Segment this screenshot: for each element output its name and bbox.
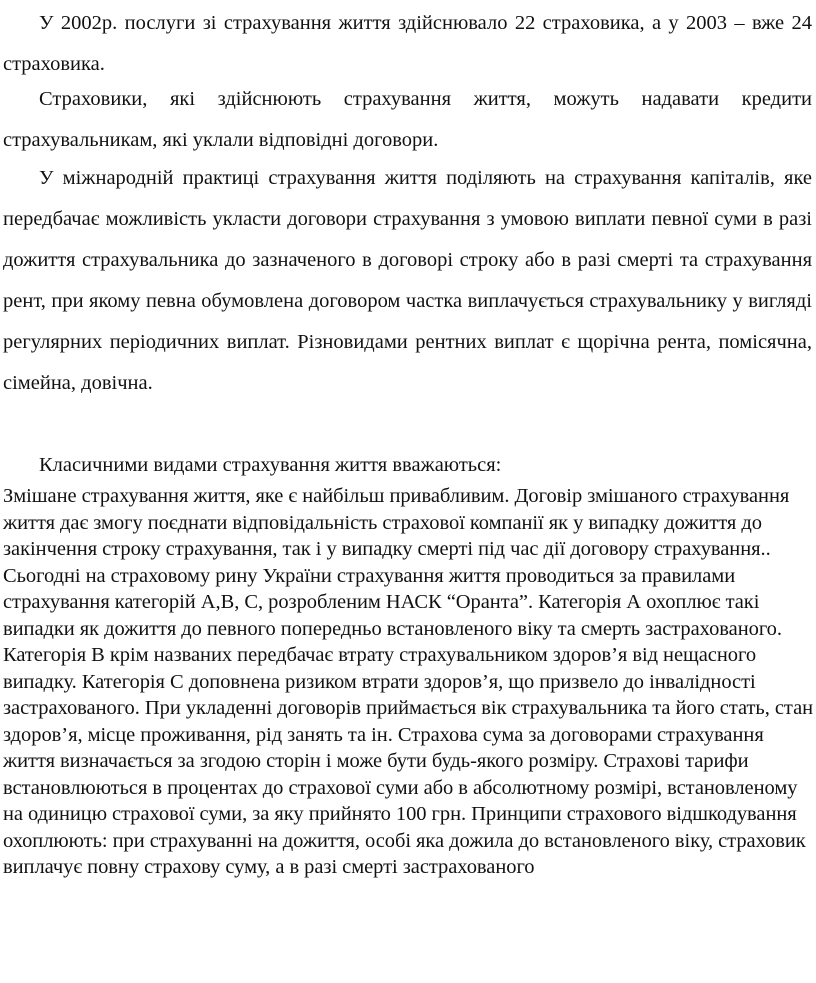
paragraph-international-practice: У міжнародній практиці страхування життя поділяють на страхування капіталів, яке передбачає можливість укласти договори страхування з умовою виплати певної суми в разі дожиття страхувальника до зазначеного в договорі строку або в разі смерті та страхування рент, при якому певна обумовлена договором частка виплачується страхувальнику у вигляді регулярних періодичних виплат. Різновидами рентних виплат є щорічна рента, помісячна, сімейна, довічна. (3, 167, 812, 394)
paragraph-insurers-count: У 2002р. послуги зі страхування життя здійснювало 22 страховика, а у 2003 – вже 24 страховика. (3, 12, 812, 75)
paragraph-credits: Страховики, які здійснюють страхування життя, можуть надавати кредити страхувальникам, які уклали відповідні договори. (3, 88, 812, 151)
paragraph-classic-types-heading: Класичними видами страхування життя вважаються: (39, 454, 502, 476)
paragraph-mixed-insurance: Змішане страхування життя, яке є найбільш привабливим. Договір змішаного страхування життя дає змогу поєднати відповідальність страхової компанії як у випадку дожиття до закінчення строку страхування, так і у випадку смерті під час дії договору страхування.. Сьогодні на страховому рину України страхування життя проводиться за правилами страхування категорій А,В, С, розробленим НАСК “Оранта”. Категорія А охоплює такі випадки як дожиття до певного попередньо встановленого віку та смерть застрахованого. Категорія В крім названих передбачає втрату страхувальником здоров’я від нещасного випадку. Категорія С доповнена ризиком втрати здоров’я, що призвело до інвалідності застрахованого. При укладенні договорів приймається вік страхувальника та його стать, стан здоров’я, місце проживання, рід занять та ін. Страхова сума за договорами страхування життя визначається за згодою сторін і може бути будь-якого розміру. Страхові тарифи встановлюються в процентах до страхової суми або в абсолютному розмірі, встановленому на одиницю страхової суми, за яку прийнято 100 грн. Принципи страхового відшкодування охоплюють: при страхуванні на дожиття, особі яка дожила до встановленого віку, страховик виплачує повну страхову суму, а в разі смерті застрахованого (3, 485, 814, 878)
